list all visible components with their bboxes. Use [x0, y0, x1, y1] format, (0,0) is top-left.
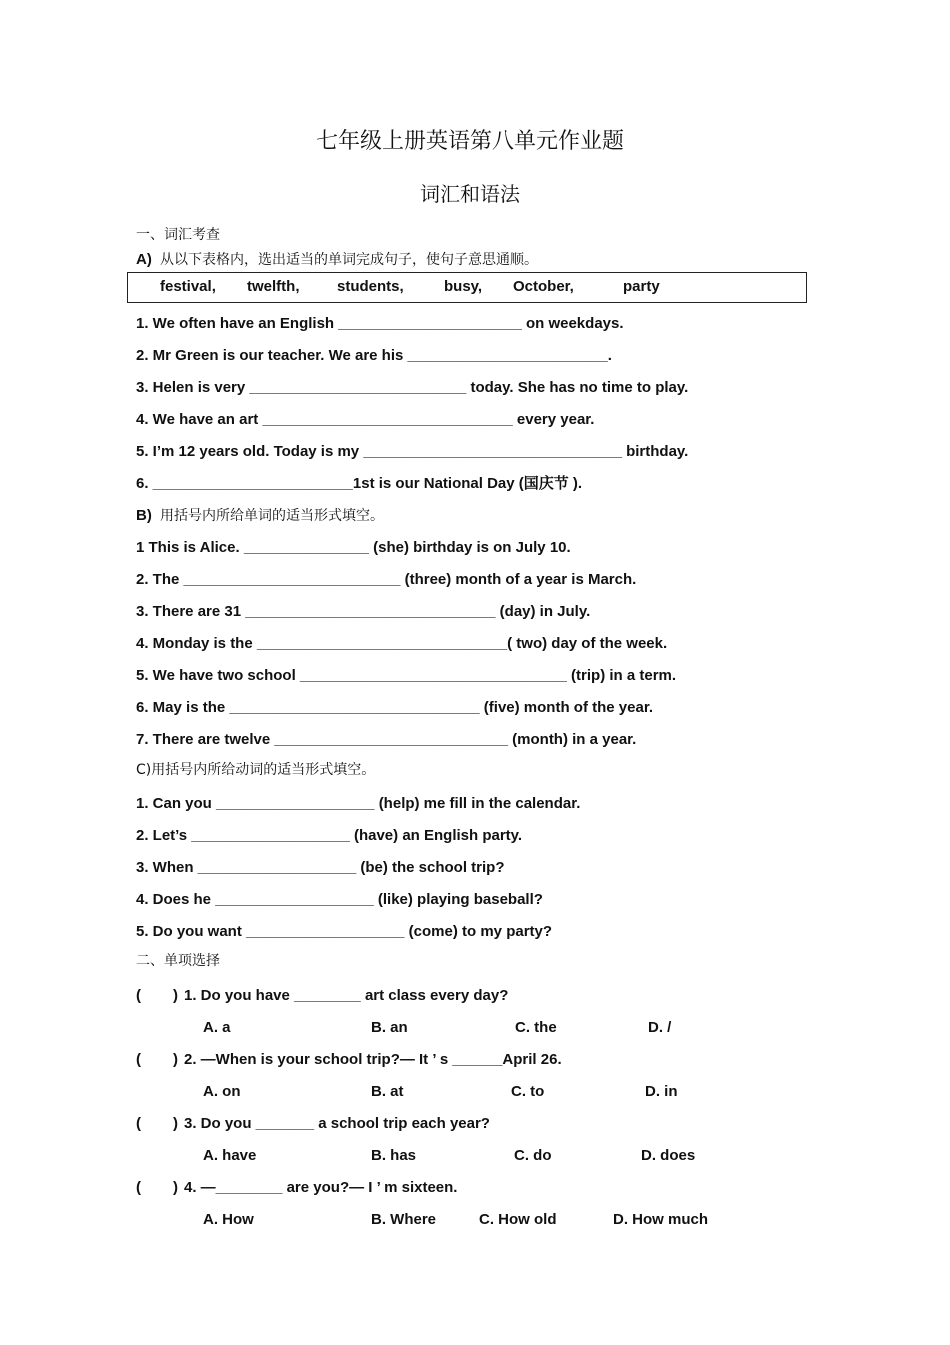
partA-item: 1. We often have an English ______________________ on weekdays. [136, 315, 624, 332]
partB-item: 4. Monday is the ______________________________( two) day of the week. [136, 635, 668, 652]
partB-item: 3. There are 31 ______________________________ (day) in July. [136, 603, 591, 620]
question-stem: 2. —When is your school trip?— It ’ s ______April 26. [184, 1051, 562, 1068]
partA-item: 5. I’m 12 years old. Today is my _______________________________ birthday. [136, 443, 689, 460]
section1-heading: 一、词汇考查 [136, 227, 220, 243]
option-d: D. How much [613, 1211, 709, 1228]
option-a: A. on [203, 1083, 241, 1100]
word-bank-word: busy, [444, 278, 483, 295]
option-d: D. in [645, 1083, 678, 1100]
partB-label: B) [136, 507, 152, 524]
question-paren-open: ( [136, 1115, 141, 1132]
question-stem: 3. Do you _______ a school trip each year? [184, 1115, 490, 1132]
question-stem: 4. —________ are you?— I ’ m sixteen. [184, 1179, 458, 1196]
option-c: C. How old [479, 1211, 557, 1228]
question-paren-close: ) [173, 1115, 178, 1132]
partB-item: 6. May is the ______________________________ (five) month of the year. [136, 699, 653, 716]
question-paren-open: ( [136, 987, 141, 1004]
word-bank-word: festival, [160, 278, 216, 295]
partA-label: A) [136, 251, 152, 268]
partC-item: 2. Let’s ___________________ (have) an English party. [136, 827, 523, 844]
partC-item: 4. Does he ___________________ (like) playing baseball? [136, 891, 543, 908]
partA-item: 4. We have an art ______________________________ every year. [136, 411, 595, 428]
option-b: B. has [371, 1147, 417, 1164]
question-paren-close: ) [173, 987, 178, 1004]
partA-item: 2. Mr Green is our teacher. We are his ________________________. [136, 347, 612, 364]
option-c: C. to [511, 1083, 545, 1100]
option-b: B. at [371, 1083, 404, 1100]
partA-item: 3. Helen is very __________________________ today. She has no time to play. [136, 379, 689, 396]
word-bank-word: October, [513, 278, 574, 295]
option-c: C. do [514, 1147, 552, 1164]
question-paren-close: ) [173, 1179, 178, 1196]
partB-item: 5. We have two school ________________________________ (trip) in a term. [136, 667, 677, 684]
partB-item: 7. There are twelve ____________________________ (month) in a year. [136, 731, 637, 748]
word-bank-word: students, [337, 278, 404, 295]
page-subtitle: 词汇和语法 [420, 182, 520, 206]
partB-item: 1 This is Alice. _______________ (she) birthday is on July 10. [136, 539, 571, 556]
word-bank-word: party [623, 278, 660, 295]
section2-heading: 二、单项选择 [136, 953, 220, 969]
option-a: A. have [203, 1147, 257, 1164]
question-paren-open: ( [136, 1051, 141, 1068]
partC-item: 3. When ___________________ (be) the school trip? [136, 859, 505, 876]
partB-instruction: 用括号内所给单词的适当形式填空。 [160, 508, 384, 524]
option-a: A. How [203, 1211, 254, 1228]
page-title: 七年级上册英语第八单元作业题 [315, 129, 624, 154]
partC-item: 5. Do you want ___________________ (come) to my party? [136, 923, 553, 940]
question-paren-open: ( [136, 1179, 141, 1196]
partC-item: 1. Can you ___________________ (help) me fill in the calendar. [136, 795, 581, 812]
option-b: B. Where [371, 1211, 437, 1228]
option-a: A. a [203, 1019, 231, 1036]
option-b: B. an [371, 1019, 408, 1036]
partA-item: 6. ________________________1st is our National Day (国庆节 ). [136, 475, 583, 492]
partA-instruction: 从以下表格内，选出适当的单词完成句子，使句子意思通顺。 [160, 252, 538, 268]
option-d: D. / [648, 1019, 672, 1036]
option-d: D. does [641, 1147, 696, 1164]
partC-instruction: C)用括号内所给动词的适当形式填空。 [136, 762, 376, 778]
partB-item: 2. The __________________________ (three) month of a year is March. [136, 571, 637, 588]
question-stem: 1. Do you have ________ art class every day? [184, 987, 509, 1004]
question-paren-close: ) [173, 1051, 178, 1068]
word-bank-word: twelfth, [247, 278, 300, 295]
option-c: C. the [515, 1019, 557, 1036]
